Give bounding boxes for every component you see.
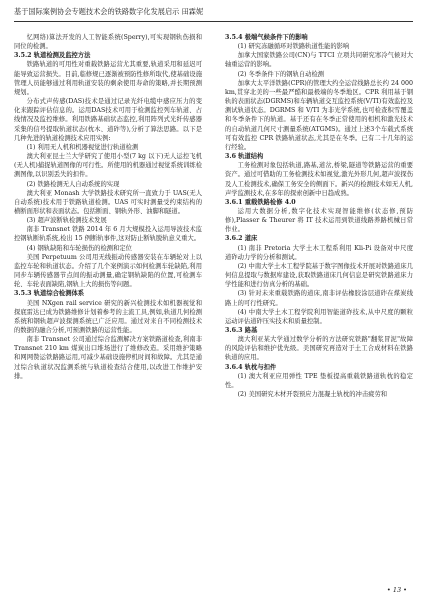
paragraph: (1) 南非 Pretoria 大学土木工程系利用 Kli-Pi 设备对中尺度道砟动力学的分析和测试。 — [225, 244, 413, 261]
paragraph: 忆网络)算法开发的人工智能系统(Sperry),可实现钢轨伤损和同位的检测。 — [14, 34, 202, 51]
section-heading: 3.6.3 路基 — [225, 327, 258, 334]
paragraph: 加拿大国家铁路公司(CN)与 TTCI 立项共同研究寒冷气候对大轴重运营的影响。 — [225, 52, 413, 69]
paragraph: (1) 研究冻融循环对铁路轨道性能的影响 — [237, 43, 350, 51]
left-column — [14, 33, 202, 381]
paragraph: 工务检测对象包括轨道,路基,道岔,桥梁,隧道等铁路运营的重要资产。通过可借助的工务检测技术如视觉,激光外形几何,超声波探伤及人工检测技术,确保工务安全的侧面下。新兴的检测技术如无人机,声学监测技术,在多年的探索创新中日趋成熟。 — [225, 162, 413, 197]
paragraph: 加拿大太平洋铁路(CPR)的管理大约全运营线路总长约 24 000 km,贯穿北美的一些最严酷和最极端的冬季地区。CPR 利用基于钢轨的表面状态(DGRMS)和车辆轨道交互监控系统(V/TI)有效监控及测试轨道状态。DGRMS 和 V/TI 为非光学系统,也可检查积雪覆盖和冬季条件下的轨道。基于还有在冬季正常使用的相机和激光技术的自动轨道几何尺寸测量系统(ATGMS)。通过上述3个车载式系统可有效监控 CPR 铁路轨道状态,尤其是在冬季。已有二十几年的运行经验。 — [225, 79, 413, 151]
section-heading: 3.5.4 极端气候条件下的影响 — [225, 34, 308, 41]
paragraph: 分布式声传感(DAS)技术是通过记录光纤电缆中感应压力的变化来跟踪评估信息的。运用DAS技术可用于检测监控列车轨道、占线情况及监控维修。利用铁路基础状态监控,利用阵列式光纤传感器采集的信号提取轨道状态(枕木、道砟等),分析了算法思路。以下是几种先进的轨道检测技术应用实例: — [14, 98, 202, 142]
paragraph: 澳大利亚 Monash 大学铁路技术研究所一直致力于 UAS(无人自动系统)技术用于铁路轨道检测。UAS 可实时测量受约束结构的横断面形状和表面状态。包括断面、钢轨外形、油脚和隧道。 — [14, 189, 202, 215]
paragraph: (4) 钢轨缺陷和车轮损伤的检测和定位 — [26, 244, 132, 252]
section-heading: 3.6.1 重载铁路检修 4.0 — [225, 198, 296, 206]
section-heading: 3.6 轨道结构 — [225, 153, 264, 161]
paragraph: (3) 超声波断轨检测技术发展 — [26, 217, 107, 225]
paragraph: 美国 NXgen rail service 研究的新兴检测技术如机器视觉和探底雷达已成为铁路维修计划着参考的主流工具,例如,轨道几何检测系统和钢轨超声波探测系统已广泛应用。通过对来自不同检测技术的数据的融合分析,可预测铁路的运营性能。 — [14, 299, 202, 334]
paragraph: 南非 Transnet 公司通过综合监测解决方案铁路道检查,利南非 Transnet 210 km 煤炭出口堆场进行了维修改造。采用维护策略和网网赞运铁路路运用,可减少基础设施停机时间和故障。尤其是通过综合轨道状况监测系统与轨道检查结合使用,以改进工作维护安排。 — [14, 336, 202, 380]
paragraph: 澳大利亚昆士兰大学研究了使用小型(7 kg 以下)无人运控飞机(无人机)捕捉轨道图像的可行性。所使用的机器通过视觉系统训练检测图像,以识别丢失的扣件。 — [14, 153, 202, 179]
section-heading: 3.6.2 道床 — [225, 235, 258, 243]
header-rule — [14, 21, 413, 22]
paragraph: (2) 美国研究木材开裂预应力混凝土轨枕的冲击疲劳和 — [237, 391, 388, 399]
paragraph: (1) 澳大利亚应用弹性 TPE 垫板提高重载铁路道轨枕的稳定性。 — [225, 372, 413, 389]
paragraph: 南非 Transnet 铁路 2014 年 6 月大规模投入运用导波技术监控钢轨断轨系统,检出 15 例断轨事件,这对防止断轨脱轨意义重大。 — [14, 226, 202, 243]
section-heading: 3.5.2 轨道检测及监控方法 — [14, 52, 91, 60]
section-heading: 3.6.4 轨枕与扣件 — [225, 363, 277, 371]
right-column — [225, 33, 413, 399]
paragraph: 美国 Perpetuum 公司用无线振动传感器安装在车辆轮对上以监控车轮和轨道状态。介绍了几个案例演示如何检测车轮缺陷,利用同步车辆传感器节点间的振动测量,确定钢轨缺陷的位置,可检测车轮、车轮表面缺陷,钢轨上大的损伤等问题。 — [14, 253, 202, 289]
paragraph: (2) 中南大学土木工程学院基于数字图像技术开展对铁路道床几何信息提取与数据库建设,获取铁路道床几何信息是研究铁路道床力学性能和进行仿真分析的基础。 — [225, 262, 413, 289]
paragraph: (2) 冬季条件下的钢轨自动检测 — [237, 70, 325, 78]
paragraph: 澳大利亚某大学通过数学分析的方法研究铁路"翻浆冒泥"故障的风险评估和维护优先级。美国研究再造对于土工合成材料在铁路轨道的应用。 — [225, 336, 413, 362]
paragraph: (4) 中南大学土木工程学院利用智能道砟技术,从中尺度的颗粒运动评估道砟压实技术和质量控制。 — [225, 308, 413, 325]
section-heading: 3.5.3 轨道综合检测体系 — [14, 290, 85, 298]
paragraph: (1) 利用无人机和机器视觉进行轨道检测 — [26, 143, 139, 151]
paragraph: (2) 铁路检测无人自动系统的实现 — [26, 180, 120, 188]
page-number: • 13 • — [386, 586, 407, 594]
paragraph: (3) 针对未来重载铁路的道床,南非评估橡胶涂层道砟在煤炭线路上的可行性研究。 — [225, 290, 413, 307]
paragraph: 铁路轨道的可用性对重载铁路运营尤其重要,轨道采用和延迟可能导致运营损失。目前,临修规已逐渐被预防性修所取代,使基础设施管理人员能够通过利用轨道安装的剩余使用寿命的策略,并长期预测规划。 — [14, 61, 202, 96]
running-header: 基于国际案例协会专题技术会的铁路数字化发展启示 田霖妮 — [14, 7, 204, 16]
paragraph: 运用大数据分析,数字化技术实现智能维修(状态修,预防修),Plasser & Theurer 将 IT 技术运用到铁道线路养路机械日常作业。 — [225, 207, 413, 234]
